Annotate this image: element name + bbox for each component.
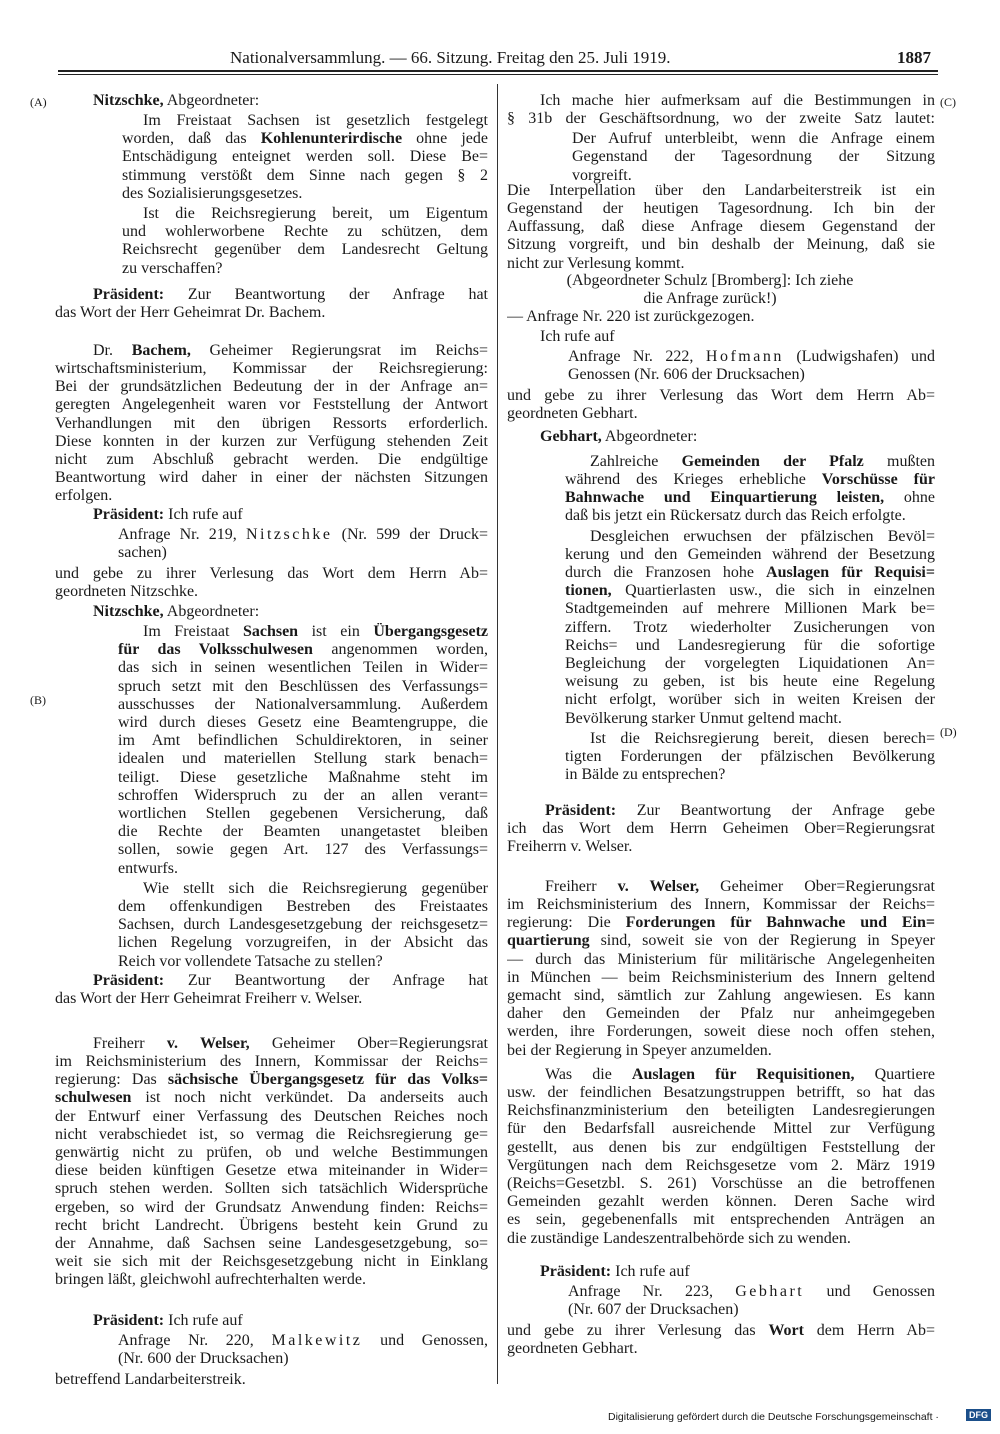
paragraph bbox=[507, 1066, 935, 1248]
text-run: Ich rufe auf bbox=[164, 1311, 243, 1329]
text-line: entwurfs. bbox=[118, 859, 178, 877]
bold-text: Präsident: bbox=[545, 801, 617, 819]
bold-text: Präsident: bbox=[93, 1311, 165, 1329]
text-line: bringen läßt, gleichwohl aufrechterhalten werde. bbox=[55, 1271, 366, 1289]
text-line: für den Bedarfsfall ausreichende Mittel zur Verfügung bbox=[507, 1120, 935, 1138]
text-run: Zur Beantwortung der Anfrage gebe bbox=[616, 801, 935, 819]
text-line: und gebe zu ihrer Verlesung das Wort dem Herrn Ab= bbox=[507, 386, 935, 404]
paragraph bbox=[93, 506, 488, 524]
text-run: regierung: Das bbox=[55, 1071, 168, 1089]
text-line: tigten Forderungen der pfälzischen Bevölkerung bbox=[565, 748, 935, 766]
text-line: — Anfrage Nr. 220 ist zurückgezogen. bbox=[507, 307, 755, 325]
text-run: Abgeordneter: bbox=[163, 602, 260, 620]
text-line: Gegenstand der Tagesordnung der Sitzung bbox=[572, 148, 935, 166]
text-line: weit sie sich mit der Reichsgesetzgebung nicht in Einklang bbox=[55, 1253, 488, 1271]
text-line: das sich in seinen wesentlichen Teilen in Wider= bbox=[118, 659, 488, 677]
text-run: durch die Franzosen hohe bbox=[565, 564, 767, 582]
text-line bbox=[540, 428, 935, 446]
bold-text: Kohlenunterirdische bbox=[260, 130, 403, 148]
text-line: im Reichsministerium des Innern, Kommissar der Reichs= bbox=[507, 896, 935, 914]
paragraph bbox=[507, 308, 935, 326]
paragraph bbox=[507, 1322, 935, 1358]
text-line: das Wort der Herr Geheimrat Dr. Bachem. bbox=[55, 304, 326, 322]
paragraph bbox=[55, 1035, 488, 1290]
bold-text: quartierung bbox=[507, 932, 590, 950]
text-line: geordneten Gebhart. bbox=[507, 1339, 638, 1357]
bold-text: tionen, bbox=[565, 582, 612, 600]
text-line: zu verschaffen? bbox=[122, 259, 223, 277]
paragraph bbox=[118, 880, 488, 971]
text-line bbox=[568, 348, 935, 366]
paragraph bbox=[565, 730, 935, 785]
text-line: idealen und materiellen Stellung stark benach= bbox=[118, 750, 488, 768]
paragraph bbox=[55, 342, 488, 506]
text-line: des Sozialisierungsgesetzes. bbox=[122, 184, 303, 202]
text-line: der Annahme, daß Sachsen seine Landesgesetzgebung, so= bbox=[55, 1234, 488, 1252]
text-line bbox=[568, 1283, 935, 1301]
text-run: angenommen worden, bbox=[312, 641, 488, 659]
paragraph bbox=[118, 623, 488, 878]
paragraph bbox=[540, 328, 935, 346]
paragraph bbox=[540, 1263, 935, 1281]
margin-note-d: (D) bbox=[940, 725, 957, 739]
text-line: dem offenkundigen Bestreben des Freistaates bbox=[118, 898, 488, 916]
paragraph bbox=[507, 387, 935, 423]
text-line: sollen, sowie gegen Art. 127 des Verfassungs= bbox=[118, 841, 488, 859]
text-run: Ich rufe auf bbox=[164, 505, 243, 523]
margin-note-c: (C) bbox=[940, 95, 956, 109]
text-line bbox=[55, 342, 488, 360]
text-line: Reich vor vollendete Tatsache zu stellen? bbox=[118, 952, 383, 970]
text-line: ausschusses der Nationalversammlung. Außerdem bbox=[118, 695, 488, 713]
text-line: Gemeinden gezahlt werden können. Deren Sache wird bbox=[507, 1193, 935, 1211]
text-line: im Reichsministerium des Innern, Kommissar der Reichs= bbox=[55, 1053, 488, 1071]
text-line: Wie stellt sich die Reichsregierung gegenüber bbox=[143, 879, 488, 897]
text-run: Geheimer Ober=Regierungsrat bbox=[249, 1034, 488, 1052]
text-run: Dr. bbox=[93, 341, 132, 359]
text-run: Anfrage Nr. 220, bbox=[118, 1332, 272, 1350]
bold-text: sächsische Übergangsgesetz für das Volks= bbox=[167, 1071, 488, 1089]
text-line bbox=[118, 623, 488, 641]
text-line: Im Freistaat Sachsen ist gesetzlich festgelegt bbox=[143, 112, 488, 130]
text-line: in München — beim Reichsministerium des Innern geltend bbox=[507, 968, 935, 986]
text-run: Anfrage Nr. 222, bbox=[568, 348, 706, 366]
margin-note-b: (B) bbox=[30, 693, 46, 707]
text-line bbox=[507, 1322, 935, 1340]
text-line: und wohlerworbene Rechte zu schützen, dem bbox=[122, 223, 488, 241]
text-run: Im Freistaat bbox=[143, 623, 243, 641]
header-rule bbox=[58, 70, 938, 72]
bold-text: Gebhart, bbox=[540, 427, 602, 445]
text-line: recht bricht Landrecht. Übrigens besteht kein Grund zu bbox=[55, 1216, 488, 1234]
text-run: (Nr. 599 der Druck= bbox=[332, 526, 488, 544]
text-line: Reichsrecht gegenüber dem Landesrecht Geltung bbox=[122, 241, 488, 259]
text-line: vorgreift. bbox=[572, 166, 632, 184]
text-line: spruch stehen werden. Sollten sich tatsächlich Widersprüche bbox=[55, 1180, 488, 1198]
text-line: usw. der feindlichen Besatzungstruppen betrifft, so hat das bbox=[507, 1084, 935, 1102]
text-run: Abgeordneter: bbox=[601, 427, 698, 445]
spaced-name: Hofmann bbox=[705, 348, 784, 366]
text-line: stimmung verstößt dem Sinne nach gegen § 2 bbox=[122, 166, 488, 184]
bold-text: Forderungen für Bahnwache und Ein= bbox=[625, 914, 935, 932]
text-run: während des Krieges erhebliche bbox=[565, 471, 822, 489]
bold-text: Übergangsgesetz bbox=[373, 623, 488, 641]
bold-text: Gemeinden der Pfalz bbox=[681, 452, 864, 470]
text-line: spruch setzt mit den Beschlüssen des Verfassungs= bbox=[118, 677, 488, 695]
text-run: und Genossen bbox=[804, 1283, 935, 1301]
text-line: diese beiden künftigen Gesetze etwa miteinander in Wider= bbox=[55, 1162, 488, 1180]
text-line: Ich mache hier aufmerksam auf die Bestimmungen in bbox=[540, 91, 935, 109]
text-run: Abgeordneter: bbox=[163, 91, 260, 109]
text-line: die Anfrage zurück!) bbox=[643, 290, 777, 308]
bold-text: Auslagen für Requisitionen, bbox=[631, 1065, 855, 1083]
paragraph bbox=[122, 112, 488, 203]
text-line bbox=[55, 1089, 488, 1107]
text-line bbox=[507, 802, 935, 820]
text-line: Freiherrn v. Welser. bbox=[507, 838, 633, 856]
spaced-name: Malkewitz bbox=[271, 1332, 363, 1350]
paragraph bbox=[93, 92, 488, 110]
text-line: Begleichung der vorgelegten Liquidationen An= bbox=[565, 655, 935, 672]
text-line: Bei der grundsätzlichen Bedeutung der in der Anfrage an= bbox=[55, 378, 488, 396]
header-rule-thin bbox=[58, 74, 938, 75]
text-line bbox=[93, 506, 488, 524]
text-line: kerung und den Gemeinden während der Besetzung bbox=[565, 545, 935, 563]
text-line bbox=[118, 1332, 488, 1350]
text-line bbox=[93, 1312, 488, 1330]
bold-text: Vorschüsse für bbox=[821, 471, 935, 489]
text-line: ziffern. Trotz wiederholter Zusicherungen von bbox=[565, 618, 935, 636]
text-line: Stadtgemeinden auf mehrere Millionen Mark be= bbox=[565, 600, 935, 618]
text-run: Quartiere bbox=[854, 1065, 935, 1083]
paragraph bbox=[540, 428, 935, 446]
paragraph bbox=[93, 603, 488, 621]
text-line bbox=[55, 1071, 488, 1089]
text-line: Gegenstand der heutigen Tagesordnung. Ich bin der bbox=[507, 200, 935, 218]
text-line: Ist die Reichsregierung bereit, um Eigentum bbox=[143, 205, 488, 223]
text-line: die Rechte der Beamten unangetastet bleiben bbox=[118, 823, 488, 841]
text-line: nicht zum Abschluß gebracht werden. Die endgültige bbox=[55, 451, 488, 469]
bold-text: für das Volksschulwesen bbox=[118, 641, 313, 659]
text-run: ohne bbox=[884, 489, 935, 507]
text-run: Zur Beantwortung der Anfrage hat bbox=[164, 285, 488, 303]
bold-text: Präsident: bbox=[93, 505, 165, 523]
text-line: bei der Regierung in Speyer anzumelden. bbox=[507, 1041, 772, 1059]
paragraph bbox=[55, 972, 488, 1008]
text-line bbox=[507, 914, 935, 932]
paragraph bbox=[55, 286, 488, 322]
text-run: Freiherr bbox=[93, 1034, 167, 1052]
paragraph bbox=[55, 565, 488, 601]
bold-text: Wort bbox=[768, 1321, 804, 1339]
text-line bbox=[93, 92, 488, 110]
text-line: — durch das Ministerium für militärische Angelegenheiten bbox=[507, 950, 935, 968]
spaced-name: Nitzschke bbox=[245, 526, 333, 544]
text-line: nicht erfolgt, worüber sich in weiten Kreisen der bbox=[565, 691, 935, 709]
bold-text: Nitzschke, bbox=[93, 602, 164, 620]
text-line: nicht zur Verlesung kommt. bbox=[507, 254, 685, 272]
paragraph bbox=[520, 272, 900, 308]
paragraph bbox=[568, 348, 935, 384]
column-divider bbox=[497, 84, 498, 1384]
text-line: erfolgen. bbox=[55, 487, 113, 505]
text-line: in Bälde zu entsprechen? bbox=[565, 766, 726, 784]
paragraph bbox=[565, 528, 935, 728]
text-line: gestellt, aus denen bis zur endgültigen Feststellung der bbox=[507, 1138, 935, 1156]
paragraph bbox=[122, 205, 488, 278]
bold-text: Bahnwache und Einquartierung leisten, bbox=[565, 489, 885, 507]
paragraph bbox=[572, 130, 935, 185]
page-number: 1887 bbox=[897, 48, 931, 67]
text-line: teiligt. Diese gesetzliche Maßnahme steht im bbox=[118, 768, 488, 786]
bold-text: Präsident: bbox=[540, 1262, 612, 1280]
text-line: Entschädigung enteignet werden soll. Diese Be= bbox=[122, 148, 488, 166]
text-line: (Reichs=Gesetzbl. S. 261) Vorschüsse an die betroffenen bbox=[507, 1175, 935, 1193]
paragraph bbox=[507, 878, 935, 1060]
text-run: Ich rufe auf bbox=[611, 1262, 690, 1280]
paragraph bbox=[568, 1283, 935, 1319]
text-line: (Abgeordneter Schulz [Bromberg]: Ich ziehe bbox=[566, 271, 854, 289]
text-run: mußten bbox=[863, 452, 935, 470]
text-line bbox=[507, 1066, 935, 1084]
text-run: (Ludwigshafen) und bbox=[783, 348, 935, 366]
text-line: im Amt befindlichen Schuldirektoren, in seiner bbox=[118, 732, 488, 750]
text-line: wirtschaftsministerium, Kommissar der Reichsregierung: bbox=[55, 360, 488, 378]
paragraph bbox=[507, 182, 935, 273]
text-line: wortlichen Stellen gegebenen Versicherung, daß bbox=[118, 804, 488, 822]
bold-text: Präsident: bbox=[93, 971, 165, 989]
running-title: Nationalversammlung. — 66. Sitzung. Freitag den 25. Juli 1919. bbox=[230, 48, 671, 67]
text-line bbox=[93, 603, 488, 621]
text-run: sind, soweit sie von der Regierung in Speyer bbox=[589, 932, 935, 950]
text-line: Ich rufe auf bbox=[540, 328, 615, 346]
dfg-logo: DFG bbox=[966, 1409, 991, 1421]
text-line: Sitzung vorgreift, und bin deshalb der Meinung, daß sie bbox=[507, 236, 935, 254]
text-line bbox=[565, 489, 935, 507]
text-line bbox=[565, 471, 935, 489]
text-line: Diese konnten in der kurzen zur Verfügung stehenden Zeit bbox=[55, 432, 488, 450]
text-line: sachen) bbox=[118, 544, 167, 562]
text-line: Reichsfinanzministerium den beteiligten Landesregierungen bbox=[507, 1102, 935, 1120]
paragraph bbox=[507, 802, 935, 857]
text-line: Auffassung, daß diese Anfrage diesem Gegenstand der bbox=[507, 218, 935, 236]
bold-text: Nitzschke, bbox=[93, 91, 164, 109]
bold-text: Sachsen bbox=[242, 623, 299, 641]
text-line: Ist die Reichsregierung bereit, diesen berech= bbox=[590, 729, 935, 747]
text-line: (Nr. 600 der Drucksachen) bbox=[118, 1350, 289, 1368]
text-line: die zuständige Landeszentralbehörde sich zu wenden. bbox=[507, 1229, 851, 1247]
text-run: ist ein bbox=[298, 623, 374, 641]
text-run: Zur Beantwortung der Anfrage hat bbox=[164, 971, 488, 989]
text-run: Quartierlasten usw., die sich in einzelnen bbox=[611, 582, 935, 600]
text-line: gemacht sind, sämtlich zur Zahlung angewiesen. Es kann bbox=[507, 987, 935, 1005]
text-line bbox=[118, 641, 488, 659]
text-line bbox=[565, 564, 935, 582]
text-line: betreffend Landarbeiterstreik. bbox=[55, 1370, 246, 1388]
text-run: Was die bbox=[545, 1065, 632, 1083]
text-run: worden, daß das bbox=[122, 130, 261, 148]
text-line: ich das Wort dem Herrn Geheimen Ober=Regierungsrat bbox=[507, 820, 935, 838]
text-line: geordneten Gebhart. bbox=[507, 404, 638, 422]
text-line: Vergütungen nach dem Reichsgesetze vom 2. März 1919 bbox=[507, 1156, 935, 1174]
text-line: daher den Gemeinden der Pfalz nur anheimgegeben bbox=[507, 1005, 935, 1023]
text-line: Reichs= und Landesregierung für die sofortige bbox=[565, 636, 935, 654]
text-line: schroffen Widerspruch zu der an allen verant= bbox=[118, 786, 488, 804]
text-run: ist noch nicht verkündet. Da anderseits auch bbox=[131, 1089, 488, 1107]
bold-text: schulwesen bbox=[55, 1089, 132, 1107]
paragraph bbox=[118, 526, 488, 562]
text-line: Die Interpellation über den Landarbeiterstreik ist ein bbox=[507, 181, 935, 199]
text-line: der Entwurf einer Verfassung des Deutschen Reiches noch bbox=[55, 1107, 488, 1125]
text-line bbox=[565, 582, 935, 600]
text-line: Bevölkerung starker Unmut geltend macht. bbox=[565, 709, 842, 727]
bold-text: v. Welser, bbox=[617, 877, 700, 895]
text-line: lichen Regelung vorzugreifen, in der Absicht das bbox=[118, 934, 488, 952]
text-run: Anfrage Nr. 223, bbox=[568, 1283, 736, 1301]
text-line bbox=[507, 932, 935, 950]
text-run: ohne jede bbox=[402, 130, 488, 148]
text-line: und gebe zu ihrer Verlesung das Wort dem Herrn Ab= bbox=[55, 564, 488, 582]
paragraph bbox=[565, 453, 935, 526]
paragraph bbox=[93, 1312, 488, 1330]
text-line bbox=[540, 1263, 935, 1281]
text-line: Verhandlungen mit den übrigen Ressorts erforderlich. bbox=[55, 414, 488, 432]
text-line: nicht verabschiedet ist, so vermag die Reichsregierung ge= bbox=[55, 1125, 488, 1143]
text-line bbox=[122, 130, 488, 148]
spaced-name: Gebhart bbox=[735, 1283, 805, 1301]
bold-text: Präsident: bbox=[93, 285, 165, 303]
text-line: daß bis jetzt ein Rückersatz durch das Reich erfolgte. bbox=[565, 507, 906, 525]
text-line: weisung zu geben, ist bis heute eine Regelung bbox=[565, 673, 935, 691]
text-line: Beantwortung wird daher in einer der nächsten Sitzungen bbox=[55, 469, 488, 487]
text-line bbox=[565, 453, 935, 471]
text-run: dem Herrn Ab= bbox=[803, 1321, 935, 1339]
text-line: geordneten Nitzschke. bbox=[55, 582, 199, 600]
bold-text: Auslagen für Requisi= bbox=[766, 564, 935, 582]
text-line: genwärtig nicht zu prüfen, ob und welche Bestimmungen bbox=[55, 1144, 488, 1162]
text-line bbox=[55, 1035, 488, 1053]
paragraph bbox=[507, 92, 935, 128]
text-line: werden, ihre Forderungen, soweit diese noch offen stehen, bbox=[507, 1023, 935, 1041]
text-line: Sachsen, durch Landesgesetzgebung der reichsgesetz= bbox=[118, 916, 488, 934]
bold-text: Bachem, bbox=[131, 341, 191, 359]
margin-note-a: (A) bbox=[30, 95, 47, 109]
paragraph bbox=[55, 1371, 488, 1389]
text-run: und gebe zu ihrer Verlesung das bbox=[507, 1321, 769, 1339]
text-line: Der Aufruf unterbleibt, wenn die Anfrage einem bbox=[572, 130, 935, 148]
text-line bbox=[55, 286, 488, 304]
text-run: Geheimer Ober=Regierungsrat bbox=[699, 877, 935, 895]
digitization-credit: Digitalisierung gefördert durch die Deutsche Forschungsgemeinschaft · bbox=[608, 1411, 939, 1423]
text-line: Genossen (Nr. 606 der Drucksachen) bbox=[568, 366, 805, 384]
text-run: Zahlreiche bbox=[590, 452, 682, 470]
text-run: Geheimer Regierungsrat im Reichs= bbox=[190, 341, 488, 359]
text-line: das Wort der Herr Geheimrat Freiherr v. Welser. bbox=[55, 990, 363, 1008]
text-line bbox=[118, 526, 488, 544]
text-run: regierung: Die bbox=[507, 914, 626, 932]
text-run: Anfrage Nr. 219, bbox=[118, 526, 246, 544]
bold-text: v. Welser, bbox=[166, 1034, 250, 1052]
text-line: (Nr. 607 der Drucksachen) bbox=[568, 1301, 739, 1319]
paragraph bbox=[118, 1332, 488, 1368]
text-line bbox=[507, 878, 935, 896]
text-line bbox=[55, 972, 488, 990]
text-line: § 31b der Geschäftsordnung, wo der zweite Satz lautet: bbox=[507, 110, 935, 128]
text-run: und Genossen, bbox=[362, 1332, 488, 1350]
text-line: wird durch dieses Gesetz eine Beamtengruppe, die bbox=[118, 714, 488, 732]
text-line: ergeben, so wird der Grundsatz Anwendung finden: Reichs= bbox=[55, 1198, 488, 1216]
text-run: Freiherr bbox=[545, 877, 618, 895]
text-line: es sein, gegebenenfalls mit entsprechenden Anträgen an bbox=[507, 1211, 935, 1229]
text-line: geregten Angelegenheit waren vor Feststellung der Antwort bbox=[55, 396, 488, 414]
text-line: Desgleichen erwuchsen der pfälzischen Bevöl= bbox=[590, 527, 935, 545]
